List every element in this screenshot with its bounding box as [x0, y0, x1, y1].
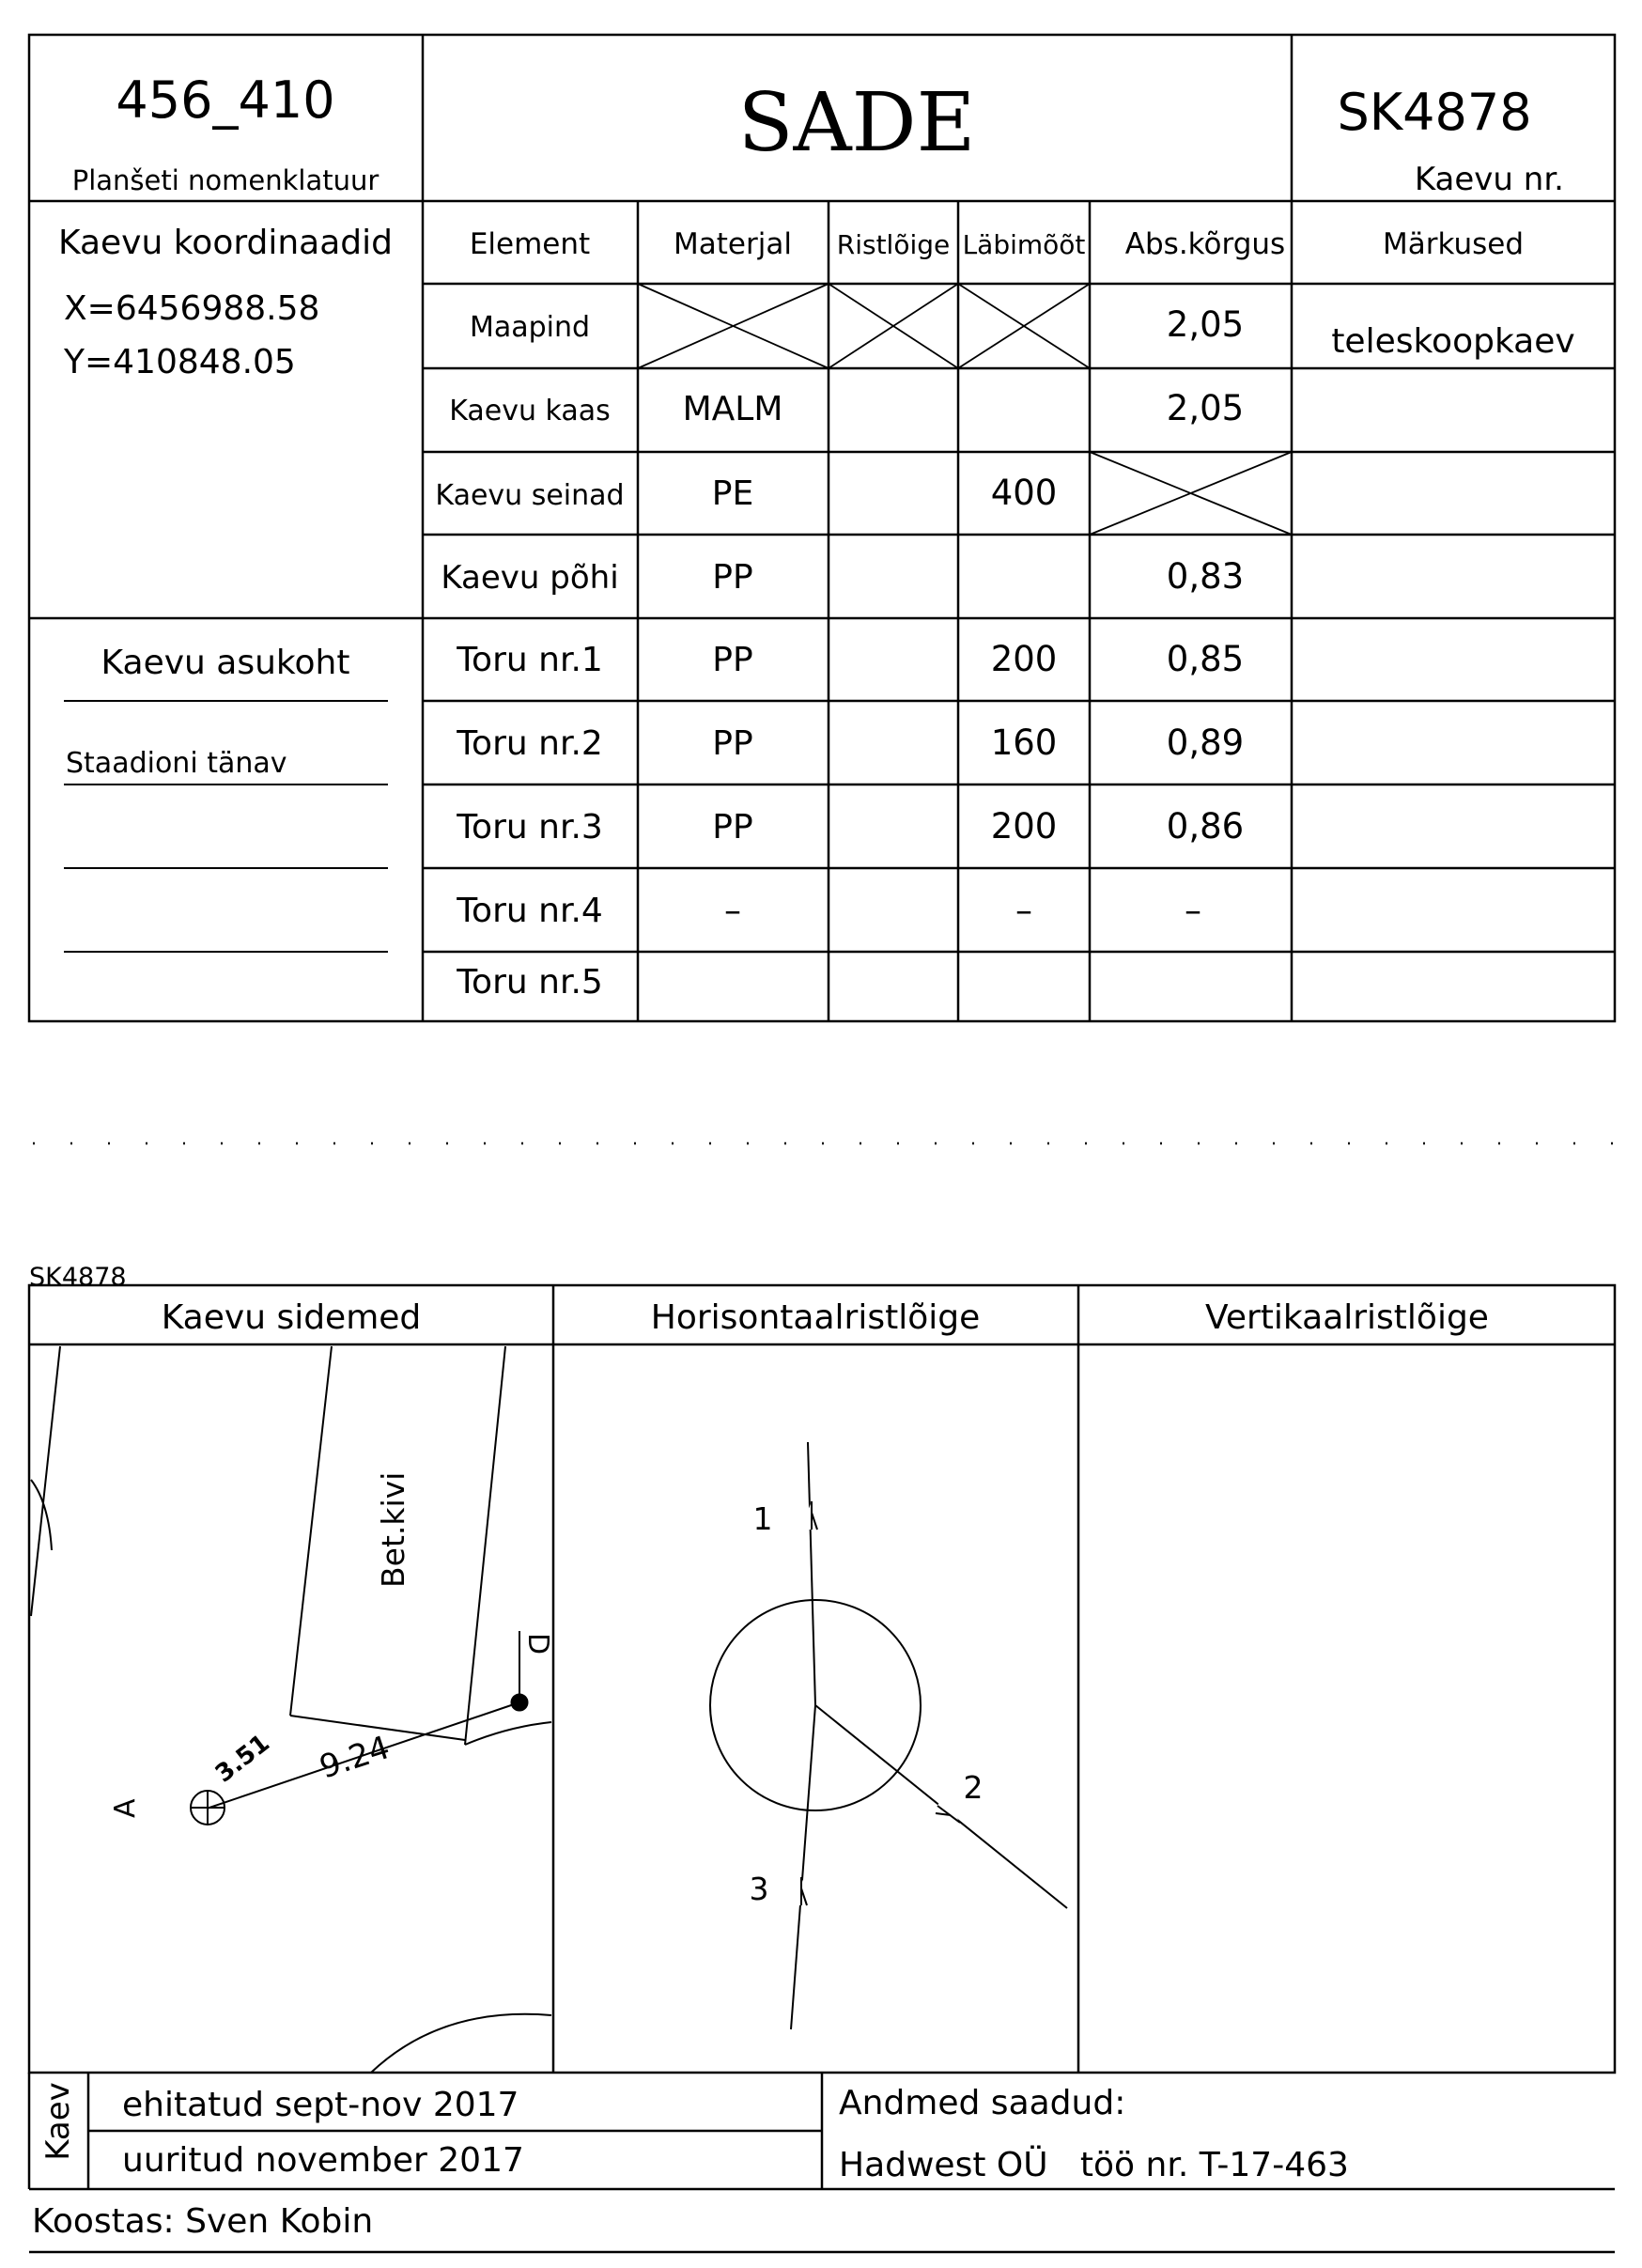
flow-arrow-icon — [790, 1877, 813, 1905]
author: Koostas: Sven Kobin — [32, 2202, 374, 2241]
data-source: Hadwest OÜ töö nr. T-17-463 — [839, 2146, 1349, 2184]
column-header: Element — [469, 227, 591, 261]
row-material: – — [724, 892, 741, 930]
row-element: Kaevu seinad — [435, 479, 625, 512]
row-element: Maapind — [469, 311, 591, 344]
row-remarks: teleskoopkaev — [1331, 322, 1575, 361]
row-elevation: 0,85 — [1166, 639, 1245, 679]
pipe-label: 1 — [752, 1500, 773, 1537]
location-street: Staadioni tänav — [66, 747, 287, 780]
row-element: Kaevu kaas — [449, 395, 611, 427]
location-lines — [64, 701, 388, 952]
row-material: MALM — [682, 390, 783, 428]
row-element: Toru nr.3 — [457, 808, 603, 847]
sheet-nomenclature: 456_410 — [116, 70, 335, 130]
row-diameter: 200 — [990, 639, 1058, 679]
table-row — [456, 963, 603, 1002]
row-diameter: – — [1015, 892, 1032, 930]
row-material: PP — [712, 724, 753, 763]
row-element: Toru nr.4 — [457, 892, 603, 930]
row-element: Kaevu põhi — [441, 559, 619, 597]
row-elevation: – — [1185, 892, 1201, 930]
row-element: Toru nr.1 — [457, 641, 603, 679]
column-header: Märkused — [1382, 227, 1525, 261]
surface-label: Bet.kivi — [375, 1471, 411, 1588]
row-elevation: 0,83 — [1166, 556, 1245, 597]
panel-title-horizontal-section: Horisontaalristlõige — [650, 1298, 981, 1337]
table-row — [456, 639, 1244, 679]
table-row — [470, 304, 1575, 361]
network-type: SADE — [737, 76, 976, 170]
column-header: Abs.kõrgus — [1124, 227, 1286, 261]
table-row — [435, 473, 1057, 513]
row-material: PP — [712, 641, 753, 679]
drawing-grid — [29, 1285, 1615, 2073]
table-row — [456, 722, 1244, 763]
ties-drawing — [31, 1346, 551, 2073]
table-header-row — [470, 227, 1524, 261]
row-material: PP — [712, 808, 753, 847]
manhole-id: SK4878 — [1337, 83, 1532, 142]
flow-arrow-icon — [932, 1797, 960, 1823]
coordinates-title: Kaevu koordinaadid — [57, 224, 394, 262]
row-material: PE — [711, 474, 754, 513]
column-header: Ristlõige — [836, 229, 951, 260]
coordinate-x: X=6456988.58 — [64, 289, 320, 328]
row-diameter: 200 — [990, 806, 1058, 847]
row-elevation: 2,05 — [1166, 388, 1245, 428]
footer-side-label: Kaev — [39, 2082, 77, 2161]
reference-point-icon — [511, 1694, 528, 1711]
flow-arrow-icon — [800, 1501, 823, 1530]
row-elevation: 2,05 — [1166, 304, 1245, 345]
survey-date: uuritud november 2017 — [122, 2141, 524, 2180]
row-elevation: 0,89 — [1166, 722, 1245, 763]
coordinate-y: Y=410848.05 — [64, 343, 296, 381]
row-diameter: 400 — [990, 473, 1058, 513]
table-row — [449, 388, 1244, 428]
row-elevation: 0,86 — [1166, 806, 1245, 847]
point-d-label: D — [521, 1633, 554, 1655]
built-date: ehitatud sept-nov 2017 — [122, 2086, 519, 2124]
table-row — [456, 806, 1244, 847]
panel-title-ties: Kaevu sidemed — [161, 1298, 422, 1337]
panel-title-vertical-section: Vertikaalristlõige — [1205, 1298, 1489, 1337]
manhole-id-label: Kaevu nr. — [1414, 161, 1564, 198]
row-material: PP — [712, 558, 753, 597]
location-title: Kaevu asukoht — [101, 644, 350, 682]
row-element: Toru nr.5 — [457, 963, 603, 1002]
data-source-label: Andmed saadud: — [839, 2084, 1126, 2122]
sheet-nomenclature-label: Planšeti nomenklatuur — [71, 164, 380, 196]
pipe-label: 3 — [749, 1871, 769, 1907]
drawing-label: SK4878 — [29, 1263, 127, 1292]
row-element: Toru nr.2 — [457, 724, 603, 763]
tie-small-distance-label: 3.51 — [209, 1729, 275, 1789]
column-header: Materjal — [674, 227, 792, 261]
tie-distance-label: 9.24 — [315, 1729, 395, 1787]
point-a-label: A — [109, 1798, 142, 1818]
column-header: Läbimõõt — [962, 229, 1086, 260]
table-row — [441, 556, 1244, 597]
row-diameter: 160 — [990, 722, 1058, 763]
pipe-label: 2 — [963, 1769, 984, 1806]
